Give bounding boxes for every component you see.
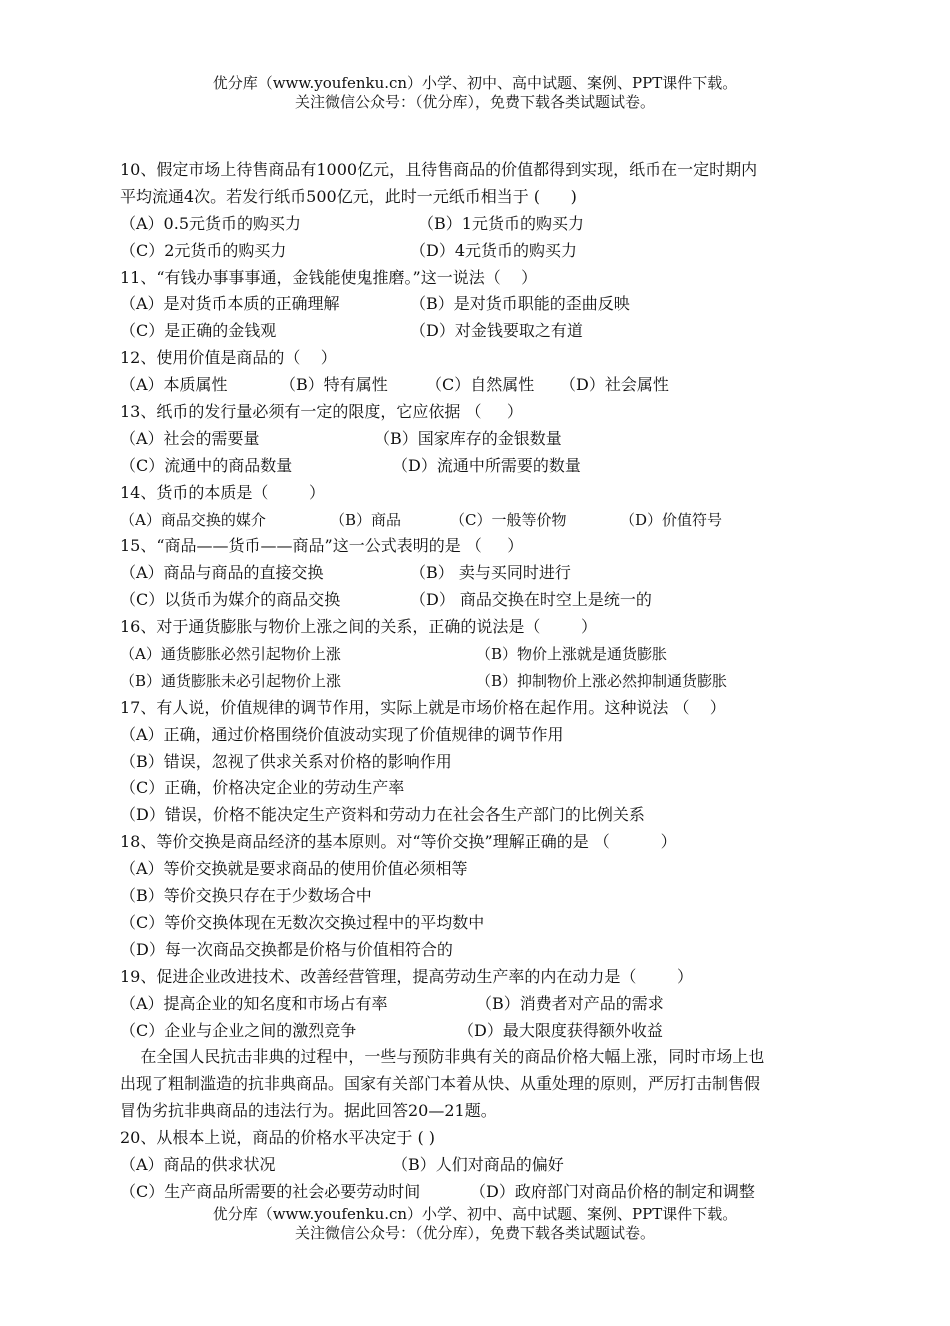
q13-option-a: （A）社会的需要量 [120,428,260,448]
q13-option-c: （C）流通中的商品数量 [120,455,293,475]
q11-option-a: （A）是对货币本质的正确理解 [120,294,340,314]
q14-option-c: （C）一般等价物 [450,510,567,529]
q10-option-c: （C）2元货币的购买力 [120,240,287,260]
q12-options-row [120,372,860,399]
q20-option-c: （C）生产商品所需要的社会必要劳动时间 [120,1181,421,1201]
q15-stem: 15、“商品——货币——商品”这一公式表明的是 （ ） [120,536,524,556]
q14-options-row [120,507,860,534]
q10-option-d: （D）4元货币的购买力 [410,240,578,260]
q15-option-d: （D） 商品交换在时空上是统一的 [410,590,652,610]
q14-stem: 14、货币的本质是（ ） [120,482,326,502]
q18-option-d: （D）每一次商品交换都是价格与价值相符合的 [120,939,453,959]
question-list [120,157,860,1206]
q14-option-b: （B）商品 [330,510,402,529]
header-line-1: 优分库（www.youfenku.cn）小学、初中、高中试题、案例、PPT课件下载。 [212,74,738,92]
q20-option-a: （A）商品的供求状况 [120,1154,276,1174]
q17-option-a: （A）正确，通过价格围绕价值波动实现了价值规律的调节作用 [120,724,564,744]
q16-options-row-2 [120,668,860,695]
q14-option-a: （A）商品交换的媒介 [120,510,266,529]
q17-stem: 17、有人说，价值规律的调节作用，实际上就是市场价格在起作用。这种说法 （ ） [120,697,726,717]
q12-option-d: （D）社会属性 [560,375,669,395]
passage-line-3: 冒伪劣抗非典商品的违法行为。据此回答20—21题。 [120,1101,497,1121]
q20-options-row-2 [120,1179,860,1206]
q13-stem: 13、纸币的发行量必须有一定的限度，它应依据 （ ） [120,402,523,422]
q20-stem: 20、从根本上说，商品的价格水平决定于 ( ) [120,1128,436,1148]
q19-stem: 19、促进企业改进技术、改善经营管理，提高劳动生产率的内在动力是（ ） [120,966,694,986]
q11-options-row-1 [120,291,860,318]
q19-option-d: （D）最大限度获得额外收益 [458,1020,663,1040]
passage-line-1: 在全国人民抗击非典的过程中，一些与预防非典有关的商品价格大幅上涨，同时市场上也 [120,1047,765,1067]
q20-option-d: （D）政府部门对商品价格的制定和调整 [470,1181,755,1201]
q18-option-c: （C）等价交换体现在无数次交换过程中的平均数中 [120,912,485,932]
page-header [0,74,950,112]
q19-option-b: （B）消费者对产品的需求 [476,993,664,1013]
q13-options-row-1 [120,426,860,453]
q11-stem: 11、“有钱办事事事通，金钱能使鬼推磨。”这一说法（ ） [120,267,538,287]
q12-option-c: （C）自然属性 [426,375,535,395]
q17-option-d: （D）错误，价格不能决定生产资料和劳动力在社会各生产部门的比例关系 [120,805,645,825]
q11-option-d: （D）对金钱要取之有道 [410,321,583,341]
q19-options-row-1 [120,991,860,1018]
q13-option-b: （B）国家库存的金银数量 [374,428,562,448]
header-line-2: 关注微信公众号：（优分库），免费下载各类试题试卷。 [294,93,655,111]
q20-options-row-1 [120,1152,860,1179]
q17-option-b: （B）错误，忽视了供求关系对价格的影响作用 [120,751,452,771]
q16-option-c: （B）通货膨胀未必引起物价上涨 [120,671,342,690]
q18-stem: 18、等价交换是商品经济的基本原则。对“等价交换”理解正确的是 （ ） [120,832,677,852]
q19-option-a: （A）提高企业的知名度和市场占有率 [120,993,388,1013]
q12-option-a: （A）本质属性 [120,375,228,395]
q16-stem: 16、对于通货膨胀与物价上涨之间的关系，正确的说法是（ ） [120,617,598,637]
footer-line-2: 关注微信公众号：（优分库），免费下载各类试题试卷。 [294,1224,655,1242]
q11-option-c: （C）是正确的金钱观 [120,321,277,341]
q10-option-b: （B）1元货币的购买力 [418,213,584,233]
passage-line-2: 出现了粗制滥造的抗非典商品。国家有关部门本着从快、从重处理的原则，严厉打击制售假 [120,1074,761,1094]
q16-option-d: （B）抑制物价上涨必然抑制通货膨胀 [476,671,728,690]
q15-options-row-1 [120,560,860,587]
q16-option-a: （A）通货膨胀必然引起物价上涨 [120,645,341,664]
q18-option-a: （A）等价交换就是要求商品的使用价值必须相等 [120,859,468,879]
q15-options-row-2 [120,587,860,614]
q11-options-row-2 [120,318,860,345]
q12-stem: 12、使用价值是商品的（ ） [120,348,337,368]
q20-option-b: （B）人们对商品的偏好 [392,1154,564,1174]
q13-option-d: （D）流通中所需要的数量 [392,455,581,475]
q11-option-b: （B）是对货币职能的歪曲反映 [410,294,630,314]
page-footer [0,1205,950,1243]
q15-option-b: （B） 卖与买同时进行 [410,563,571,583]
q13-options-row-2 [120,453,860,480]
q19-option-c: （C）企业与企业之间的激烈竞争 [120,1020,357,1040]
q18-option-b: （B）等价交换只存在于少数场合中 [120,886,372,906]
q12-option-b: （B）特有属性 [280,375,388,395]
footer-line-1: 优分库（www.youfenku.cn）小学、初中、高中试题、案例、PPT课件下载。 [212,1205,738,1223]
q19-options-row-2 [120,1018,860,1045]
q10-stem-line-2: 平均流通4次。若发行纸币500亿元，此时一元纸币相当于 ( ) [120,186,577,206]
q15-option-a: （A）商品与商品的直接交换 [120,563,324,583]
q17-option-c: （C）正确，价格决定企业的劳动生产率 [120,778,405,798]
q10-option-a: （A）0.5元货币的购买力 [120,213,302,233]
q15-option-c: （C）以货币为媒介的商品交换 [120,590,341,610]
q10-options-row-2 [120,238,860,265]
q14-option-d: （D）价值符号 [620,510,723,529]
q16-options-row-1 [120,641,860,668]
q10-stem-line-1: 10、假定市场上待售商品有1000亿元，且待售商品的价值都得到实现，纸币在一定时期内 [120,160,758,179]
q16-option-b: （B）物价上涨就是通货膨胀 [476,645,668,664]
q10-options-row-1 [120,211,860,238]
